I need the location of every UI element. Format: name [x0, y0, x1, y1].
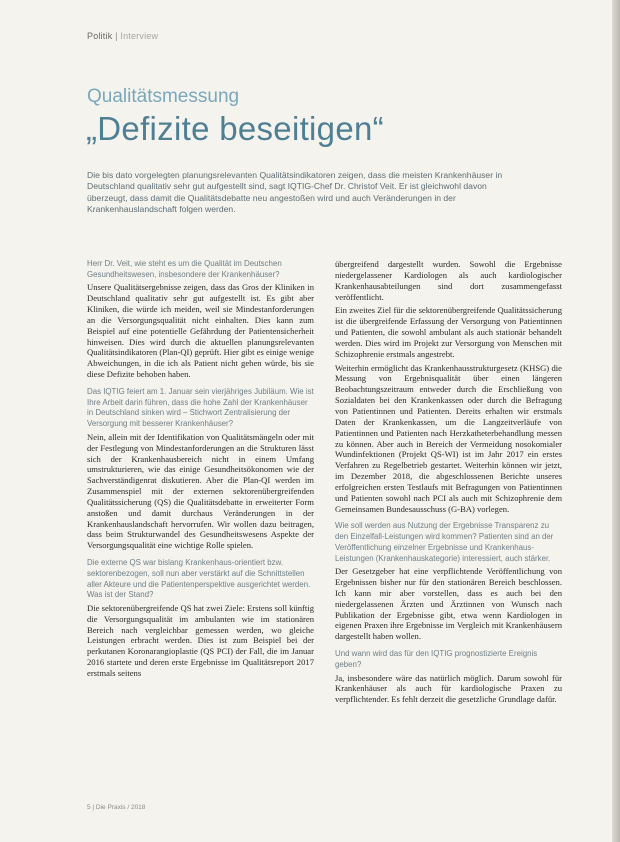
interview-answer: Ja, insbesondere wäre das natürlich möglich. Darum sowohl für Krankenhäuser als auch für kardiologische Praxen zu verpflichtender. Es fehlt derzeit die gesetzliche Grundlage dafür. — [335, 672, 562, 705]
page-footer: 5 | Die Praxis / 2018 — [87, 804, 146, 811]
interview-question: Das IQTIG feiert am 1. Januar sein vierjähriges Jubiläum. Wie ist Ihre Arbeit darin führen, dass die hohe Zahl der Krankenhäuser in Deutschland sinken wird – Stichwort Zentralisierung der Versorgung mit besserer Krankenhäuser? — [87, 387, 314, 429]
text-column-right — [335, 259, 562, 708]
page-fold-shadow — [612, 0, 620, 842]
section-label: Politik — [87, 31, 113, 41]
header-divider: | — [115, 31, 118, 41]
interview-question: Herr Dr. Veit, wie steht es um die Qualität im Deutschen Gesundheitswesen, insbesondere der Krankenhäuser? — [87, 259, 282, 279]
interview-answer: Weiterhin ermöglicht das Krankenhausstrukturgesetz (KHSG) die Messung von Ergebnisqualität über einen längeren Beobachtungszeitraum entweder durch die Erschließung von Sozialdaten bei den Krankenkassen oder durch die Befragung von Patientinnen und Patienten. Dereits erhalten wir erstmals Daten der Krankenkassen, um die Langzeitverläufe von Patientinnen und Patienten nach Herzkatheterbehandlung messen zu können. Aber auch in Bereich der Vermeidung nosokomialer Wundinfektionen (Projekt QS-WI) ist im Jahr 2017 ein erstes Verfahren zu Regelbetrieb gestartet. Weiterhin können wir jetzt, im Dezember 2018, die abgeschlossenen Berichte unseres erfolgreichen ersten Testlaufs mit Befragungen von Patientinnen und Patienten sowohl nach PCI als auch mit Schizophrenie dem Gemeinsamen Bundesausschuss (G-BA) vorlegen. — [335, 362, 562, 514]
subsection-label: Interview — [120, 31, 159, 41]
interview-question: Und wann wird das für den IQTIG prognostizierte Ereignis geben? — [335, 649, 538, 669]
article-lead: Die bis dato vorgelegten planungsrelevanten Qualitätsindikatoren zeigen, dass die meisten Krankenhäuser in Deutschland qualitativ sehr gut aufgestellt sind, sagt IQTIG-Chef Dr. Christof Veit. Er ist gleichwohl davon überzeugt, dass damit die Qualitätsdebatte neu angestoßen wird und auch Veränderungen in der Krankenhauslandschaft folgen werden. — [87, 170, 503, 214]
interview-answer: übergreifend dargestellt wurden. Sowohl die Ergebnisse niedergelassener Kardiologen als auch kardiologischer Krankenhausabteilungen sind dort zusammengefasst veröffentlicht. — [335, 259, 562, 302]
interview-answer: Unsere Qualitätsergebnisse zeigen, dass das Gros der Kliniken in Deutschland qualitativ sehr gut aufgestellt ist. Es gibt aber Kliniken, die würde ich meiden, weil sie Mindestanforderungen an die Versorgungsqualität nicht einhalten. Dies kann zum Beispiel auf eine potentielle Gefährdung der Patientensicherheit hinweisen. Dies wird durch die aktuellen planungsrelevanten Qualitätsindikatoren (Plan-QI) geprüft. Hier gibt es einige wenige Abweichungen, in die ich als Patient nicht gehen würde, bis sie diese Defizite behoben haben. — [87, 282, 314, 380]
article-kicker: Qualitätsmessung — [87, 86, 240, 107]
interview-answer: Der Gesetzgeber hat eine verpflichtende Veröffentlichung von Ergebnissen bisher nur für den stationären Bereich beschlossen. Ich kann mir aber vorstellen, dass es auch bei den niedergelassenen Ärzten und Ärztinnen von Wunsch nach Publikation der Ergebnisse gibt, etwa wenn Kardiologen in eigenen Praxen ihre Ergebnisse im Vergleich mit Krankenhäusern dargestellt haben wollen. — [335, 566, 562, 642]
interview-question: Wie soll werden aus Nutzung der Ergebnisse Transparenz zu den Einzelfall-Leistungen wird kommen? Patienten sind an der Veröffentlichung einzelner Ergebnisse und Krankenhaus-Leistungen (Krankenhauskategorie) interessiert, auch stärker. — [335, 521, 554, 563]
interview-question: Die externe QS war bislang Krankenhaus-orientiert bzw. sektorenbezogen, soll nun aber verstärkt auf die Schnittstellen aller Akteure und die Patientenperspektive ausgerichtet werden. Was ist der Stand? — [87, 558, 311, 600]
text-column-left — [87, 259, 314, 682]
page-header — [87, 31, 158, 41]
article-title: „Defizite beseitigen“ — [86, 110, 384, 147]
interview-answer: Ein zweites Ziel für die sektorenübergreifende Qualitätssicherung ist die übergreifende Erfassung der Versorgung von Patientinnen und Patienten, die sowohl ambulant als auch stationär behandelt werden. Dies wird im Projekt zur Versorgung von Menschen mit Schizophrenie erstmals angestrebt. — [335, 305, 562, 359]
interview-answer: Nein, allein mit der Identifikation von Qualitätsmängeln oder mit der Festlegung von Mindestanforderungen an die Strukturen lässt sich der Krankenhausbereich nicht in einem Umfang umstrukturieren, wie das einige Gesundheitsökonomen wie der Sachverständigenrat diskutieren. Aber die Plan-QI werden im Zusammenspiel mit der externen sektorenübergreifenden Qualitätssicherung (QS) die Qualitätsdebatte in erweiterter Form anstoßen und damit durchaus Veränderungen in der Krankenhauslandschaft hervorrufen. Wir wollen dazu beitragen, dass beim Strukturwandel des Gesundheitswesens Aspekte der Versorgungsqualität eine wichtige Rolle spielen. — [87, 431, 314, 551]
interview-answer: Die sektorenübergreifende QS hat zwei Ziele: Erstens soll künftig die Versorgungsqualität im ambulanten wie im stationären Bereich nach vergleichbar gemessen werden, wo gleiche Leistungen erbracht werden. Dies ist zum Beispiel bei der perkutanen Koronarangioplastie (QS PCI) der Fall, die im Januar 2016 startete und deren erste Ergebnisse im Qualitätsreport 2017 erstmals seitens — [87, 602, 314, 678]
